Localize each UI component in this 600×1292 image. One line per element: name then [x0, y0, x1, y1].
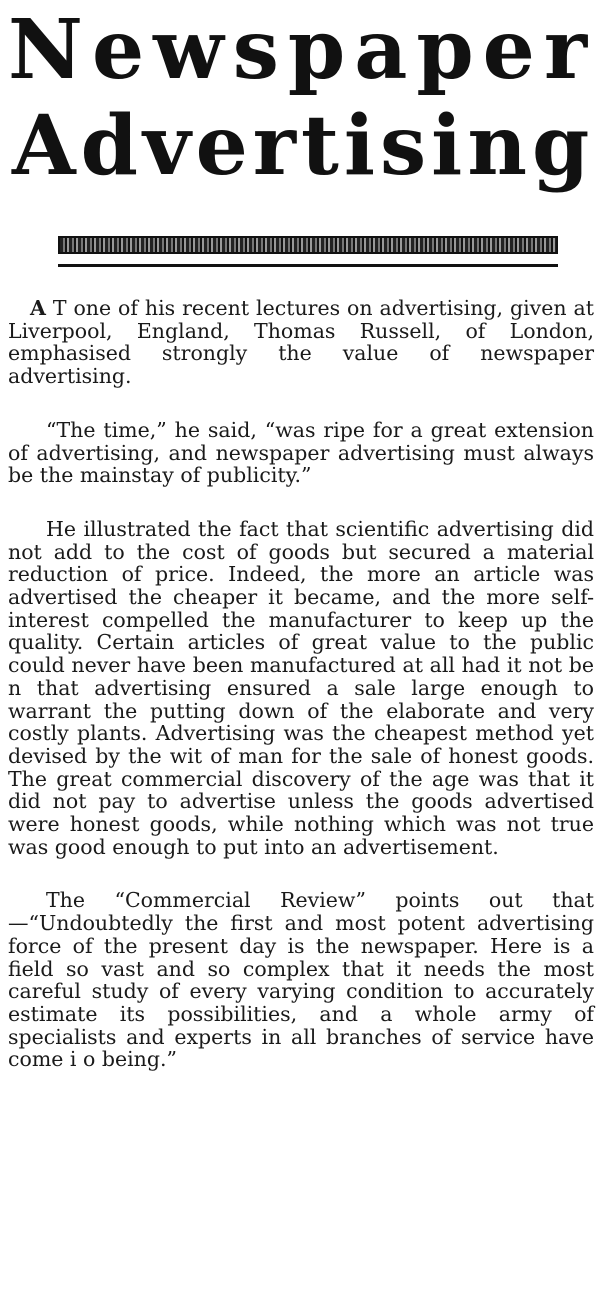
- headline-line-2: Advertising: [12, 98, 595, 194]
- paragraph-1: [8, 297, 594, 388]
- paragraph-2: “The time,” he said, “was ripe for a great extension of advertising, and newspaper advertising must always be the mainstay of publicity.”: [8, 417, 594, 488]
- paragraph-1-text: T one of his recent lectures on advertising, given at Liverpool, England, Thomas Russell, of London, emphasised strongly the value of newspaper advertising.: [8, 296, 594, 389]
- ornament-bar: [58, 236, 558, 254]
- article-body: [8, 297, 594, 1071]
- paragraph-3: He illustrated the fact that scientific advertising did not add to the cost of goods but secured a material reduction of price. Indeed, the more an article was advertised the cheaper it became, and the more self-interest compelled the manufacturer to keep up the quality. Certain articles of great value to the public could never have been manufactured at all had it not be n that advertising ensured a sale large enough to warrant the putting down of the elaborate and very costly plants. Advertising was the cheapest method yet devised by the wit of man for the sale of honest goods. The great commercial discovery of the age was that it did not pay to advertise unless the goods advertised were honest goods, while nothing which was not true was good enough to put into an advertisement.: [8, 516, 594, 859]
- headline-line-1: Newspaper: [8, 2, 597, 98]
- thin-rule: [58, 264, 558, 267]
- ornamental-divider: [58, 236, 558, 267]
- paragraph-4: The “Commercial Review” points out that—“Undoubtedly the first and most potent advertising force of the present day is the newspaper. Here is a field so vast and so complex that it needs the most careful study of every varying condition to accurately estimate its possibilities, and a whole army of specialists and experts in all branches of service have come i o being.”: [8, 888, 594, 1072]
- drop-cap: A: [30, 296, 46, 320]
